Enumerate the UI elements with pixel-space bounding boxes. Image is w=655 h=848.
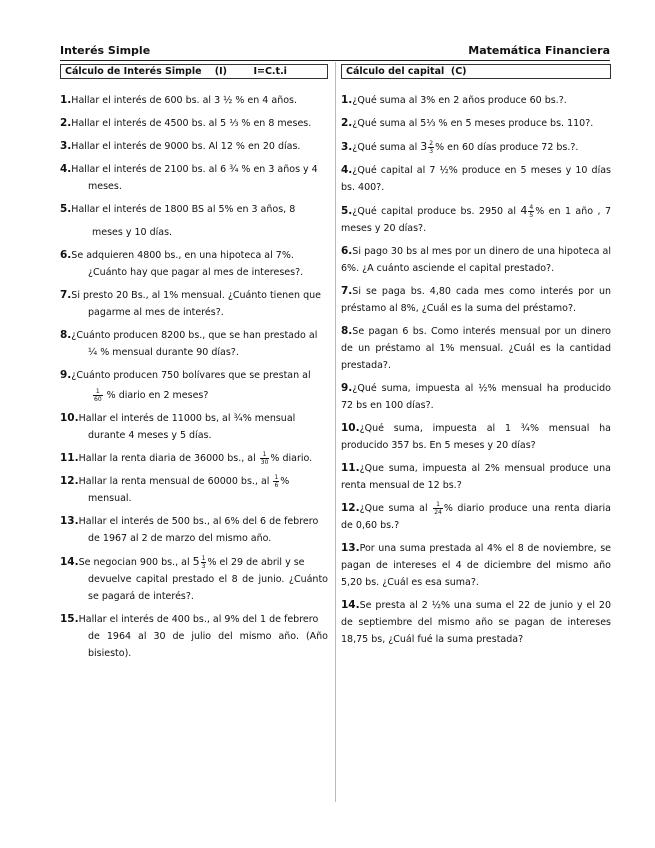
problem-text: Hallar el interés de 500 bs., al 6% del 6 de febrero	[78, 516, 319, 527]
problem-number: 6.	[341, 245, 353, 257]
problem-text: ¿Cuánto producen 750 bolívares que se prestan al	[71, 370, 311, 381]
problem-number: 8.	[60, 329, 72, 341]
problem-number: 14.	[60, 556, 79, 568]
problem-item: 12.Hallar la renta mensual de 60000 bs., al $\frac{1}{6}$ % mensual.	[60, 473, 328, 507]
problem-item	[341, 92, 611, 109]
problem-item	[341, 460, 611, 494]
problem-text: Hallar la renta mensual de 60000 bs., al	[78, 476, 270, 487]
interest-problem-list	[60, 92, 328, 662]
problem-item	[60, 115, 328, 132]
problem-text: Hallar el interés de 9000 bs. Al 12 % en 20 días.	[71, 141, 301, 152]
problem-number: 3.	[341, 141, 353, 153]
problem-text: Hallar la renta diaria de 36000 bs., al	[78, 453, 256, 464]
problem-continuation: de 1967 al 2 de marzo del mismo año.	[88, 533, 272, 544]
fraction: $\frac{1}{3}$	[201, 555, 206, 570]
problem-item	[341, 283, 611, 317]
problem-continuation: devuelve capital prestado el 8 de junio. ¿Cuánto se pagará de interés?.	[88, 574, 328, 602]
capital-column-title: Cálculo del capital (C)	[341, 64, 611, 79]
problem-item	[341, 243, 611, 277]
problem-text: Hallar el interés de 11000 bs, al ¾% mensual	[78, 413, 296, 424]
interest-column-title: Cálculo de Interés Simple (I) I=C.t.i	[60, 64, 328, 79]
problem-text: Si se paga bs. 4,80 cada mes como interés por un préstamo al 8%, ¿Cuál es la suma del préstamo?.	[341, 286, 611, 314]
problem-continuation: $\frac{1}{60}$ % diario en 2 meses?	[94, 388, 209, 403]
problem-continuation: de 1964 al 30 de julio del mismo año. (Año bisiesto).	[88, 631, 328, 659]
problem-number: 2.	[341, 117, 353, 129]
problem-item	[60, 201, 328, 241]
problem-item: 3.¿Qué suma al 3 $\frac{2}{3}$ % en 60 días produce 72 bs.?.	[341, 140, 579, 155]
fraction: $\frac{1}{6}$	[274, 474, 279, 489]
problem-number: 1.	[341, 94, 353, 106]
problem-number: 2.	[60, 117, 72, 129]
problem-text: Si pago 30 bs al mes por un dinero de una hipoteca al 6%. ¿A cuánto asciende el capital prestado?.	[341, 246, 611, 274]
problem-text: Hallar el interés de 600 bs. al 3 ½ % en 4 años.	[71, 95, 297, 106]
problem-item	[60, 611, 328, 662]
problem-item	[341, 597, 611, 648]
problem-text: Hallar el interés de 2100 bs. al 6 ¾ % en 3 años y 4	[71, 164, 318, 175]
problem-number: 6.	[60, 249, 72, 261]
problem-number: 1.	[60, 94, 72, 106]
problem-item	[60, 92, 328, 109]
problem-item: 11.Hallar la renta diaria de 36000 bs., al $\frac{1}{30}$ % diario.	[60, 451, 313, 466]
problem-number: 4.	[341, 164, 353, 176]
problem-item	[60, 327, 328, 361]
problem-item	[341, 162, 611, 196]
capital-column	[341, 64, 611, 654]
header-subject: Matemática Financiera	[468, 44, 610, 57]
problem-number: 9.	[60, 369, 72, 381]
problem-text: ¿Qué suma, impuesta al 1 ¾% mensual ha producido 357 bs. En 5 meses y 20 días?	[341, 423, 611, 451]
fraction: $\frac{1}{60}$	[94, 388, 102, 403]
problem-number: 13.	[341, 542, 360, 554]
problem-continuation: mensual.	[88, 493, 132, 504]
problem-number: 9.	[341, 382, 353, 394]
problem-number: 11.	[60, 452, 79, 464]
problem-number: 7.	[60, 289, 72, 301]
problem-number: 15.	[60, 613, 79, 625]
problem-item	[60, 410, 328, 444]
problem-number: 10.	[341, 422, 360, 434]
problem-text: ¿Que suma, impuesta al 2% mensual produce una renta mensual de 12 bs.?	[341, 463, 611, 491]
problem-number: 5.	[341, 205, 353, 217]
problem-text: ¿Qué suma al 3% en 2 años produce 60 bs.?.	[352, 95, 567, 106]
problem-number: 3.	[60, 140, 72, 152]
problem-item: 5.¿Qué capital produce bs. 2950 al 4 $\frac{4}{5}$ % en 1 año , 7 meses y 20 días?.	[341, 204, 611, 234]
problem-number: 10.	[60, 412, 79, 424]
problem-text: Se negocian 900 bs., al	[78, 557, 190, 568]
problem-text: Hallar el interés de 1800 BS al 5% en 3 años, 8	[71, 204, 296, 215]
problem-text: Se pagan 6 bs. Como interés mensual por un dinero de un préstamo al 1% mensual. ¿Cuál es la cantidad prestada?.	[341, 326, 611, 371]
problem-number: 8.	[341, 325, 353, 337]
problem-item	[60, 367, 328, 404]
problem-continuation: ¿Cuánto hay que pagar al mes de intereses?.	[88, 267, 304, 278]
problem-item	[60, 138, 328, 155]
problem-text: ¿Qué suma al	[352, 142, 418, 153]
problem-text: ¿Cuánto producen 8200 bs., que se han prestado al	[71, 330, 318, 341]
problem-number: 5.	[60, 203, 72, 215]
problem-number: 12.	[341, 502, 360, 514]
problem-text: Se presta al 2 ½% una suma el 22 de junio y el 20 de septiembre del mismo año se pagan de intereses 18,75 bs, ¿Cuál fué la suma prestada?	[341, 600, 611, 645]
problem-item	[341, 540, 611, 591]
problem-number: 11.	[341, 462, 360, 474]
problem-item: 14.Se negocian 900 bs., al 5 $\frac{1}{3}$ % el 29 de abril y se devuelve capital prestado el 8 de junio. ¿Cuánto se pagará de interés?.	[60, 553, 328, 605]
fraction: $\frac{4}{5}$	[529, 204, 534, 219]
problem-number: 13.	[60, 515, 79, 527]
problem-text: ¿Qué capital al 7 ½% produce en 5 meses y 10 días bs. 400?.	[341, 165, 611, 193]
problem-continuation: meses.	[88, 181, 122, 192]
page-header	[60, 44, 610, 61]
problem-text: ¿Qué suma al 5⅓ % en 5 meses produce bs. 110?.	[352, 118, 594, 129]
problem-text: ¿Qué suma, impuesta al ½% mensual ha producido 72 bs en 100 días?.	[341, 383, 611, 411]
problem-continuation: ¼ % mensual durante 90 días?.	[88, 347, 239, 358]
problem-item: 12.¿Que suma al $\frac{1}{24}$ % diario produce una renta diaria de 0,60 bs.?	[341, 501, 611, 531]
problem-text: Se adquieren 4800 bs., en una hipoteca al 7%.	[71, 250, 294, 261]
problem-item	[341, 115, 611, 132]
problem-number: 7.	[341, 285, 353, 297]
problem-text: ¿Que suma al	[359, 503, 428, 514]
problem-number: 4.	[60, 163, 72, 175]
problem-item	[60, 247, 328, 281]
problem-continuation: pagarme al mes de interés?.	[88, 307, 224, 318]
fraction: $\frac{1}{30}$	[260, 451, 269, 466]
problem-text: Hallar el interés de 400 bs., al 9% del 1 de febrero	[78, 614, 319, 625]
problem-item	[60, 513, 328, 547]
problem-item	[341, 420, 611, 454]
problem-text: Hallar el interés de 4500 bs. al 5 ⅓ % en 8 meses.	[71, 118, 312, 129]
capital-problem-list	[341, 92, 611, 648]
fraction: $\frac{2}{3}$	[429, 140, 434, 155]
problem-item	[341, 380, 611, 414]
problem-text: Por una suma prestada al 4% el 8 de noviembre, se pagan de intereses el 4 de diciembre del mismo año 5,20 bs. ¿Cuál es esa suma?.	[341, 543, 611, 588]
column-divider	[335, 62, 336, 802]
problem-number: 12.	[60, 475, 79, 487]
problem-continuation: meses y 10 días.	[92, 227, 173, 238]
problem-item	[341, 323, 611, 374]
problem-text: ¿Qué capital produce bs. 2950 al	[352, 206, 516, 217]
problem-item	[60, 287, 328, 321]
header-topic: Interés Simple	[60, 44, 151, 57]
fraction: $\frac{1}{24}$	[434, 501, 442, 516]
problem-item	[60, 161, 328, 195]
problem-continuation: durante 4 meses y 5 días.	[88, 430, 212, 441]
interest-column	[60, 64, 328, 668]
problem-text: Si presto 20 Bs., al 1% mensual. ¿Cuánto tienen que	[71, 290, 321, 301]
problem-number: 14.	[341, 599, 360, 611]
